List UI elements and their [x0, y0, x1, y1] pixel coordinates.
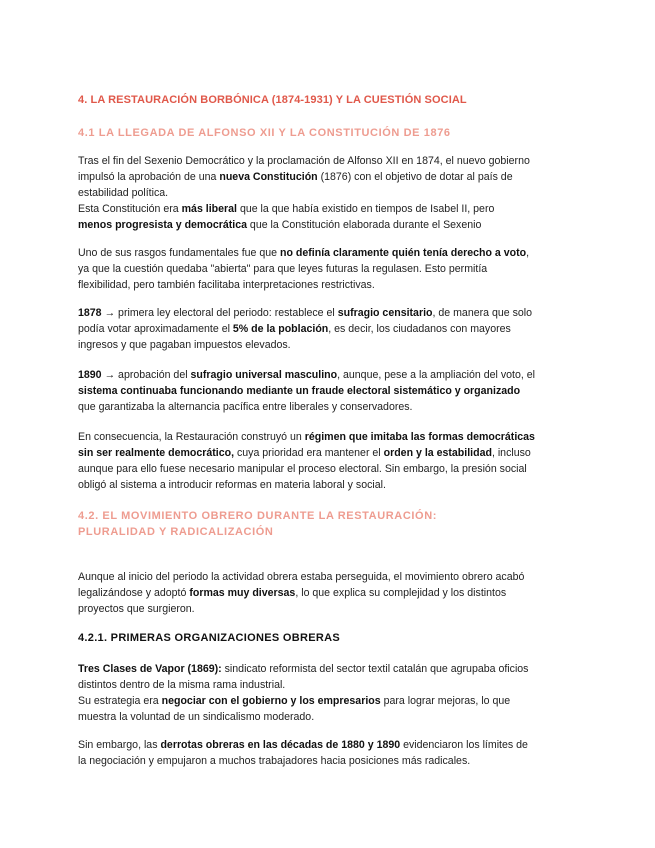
text-run: cuya prioridad era mantener el: [234, 447, 384, 459]
text-run: , es decir, los ciudadanos con mayores: [328, 323, 511, 335]
text-run: Su estrategia era: [78, 695, 162, 707]
paragraph-tres-clases: [78, 661, 588, 725]
bold-text: negociar con el gobierno y los empresarios: [161, 695, 381, 707]
text-run: , aunque, pese a la ampliación del voto, el: [337, 369, 535, 381]
text-line: [78, 245, 588, 261]
text-run: Uno de sus rasgos fundamentales fue que: [78, 247, 281, 259]
bold-text: menos progresista y democrática: [78, 219, 247, 231]
heading-4-2: 4.2. EL MOVIMIENTO OBRERO DURANTE LA RESTAURACIÓN: PLURALIDAD Y RADICALIZACIÓN: [78, 510, 438, 538]
text-line: [78, 305, 588, 321]
text-run: estabilidad política.: [78, 187, 169, 199]
text-line: [78, 337, 588, 353]
bold-text: sufragio universal masculino: [190, 369, 338, 381]
text-run: → primera ley electoral del periodo: restablece el: [101, 307, 338, 319]
text-line: [78, 277, 588, 293]
text-run: , incluso: [491, 447, 531, 459]
text-run: ,: [526, 247, 530, 259]
text-line: [78, 693, 588, 709]
bold-text: nueva Constitución: [219, 171, 318, 183]
text-line: [78, 169, 588, 185]
text-run: Sin embargo, las: [78, 739, 161, 751]
paragraph-derecho-voto: [78, 245, 588, 293]
bold-text: sistema continuaba funcionando mediante un fraude electoral sistemático y organizado: [78, 385, 521, 397]
text-line: [78, 709, 588, 725]
bold-text: no definía claramente quién tenía derecho a voto: [280, 247, 527, 259]
text-run: obligó al sistema a introducir reformas en materia laboral y social.: [78, 479, 386, 491]
text-run: evidenciaron los límites de: [400, 739, 528, 751]
text-run: podía votar aproximadamente el: [78, 323, 233, 335]
text-run: Aunque al inicio del periodo la actividad obrera estaba perseguida, el movimiento obrero acabó: [78, 571, 525, 583]
text-run: que la Constitución elaborada durante el Sexenio: [246, 219, 482, 231]
text-run: Esta Constitución era: [78, 203, 182, 215]
text-run: para lograr mejoras, lo que: [380, 695, 511, 707]
bold-text: Tres Clases de Vapor (1869):: [78, 663, 222, 675]
bold-text: sufragio censitario: [337, 307, 433, 319]
bold-text: orden y la estabilidad: [383, 447, 492, 459]
text-run: proyectos que surgieron.: [78, 603, 195, 615]
text-line: [78, 399, 588, 415]
text-run: la negociación y empujaron a muchos trabajadores hacia posiciones más radicales.: [78, 755, 471, 767]
text-run: distintos dentro de la misma rama industrial.: [78, 679, 286, 691]
text-line: [78, 185, 588, 201]
text-line: [78, 461, 588, 477]
text-line: [78, 367, 588, 383]
paragraph-derrotas: [78, 737, 588, 769]
heading-main: 4. LA RESTAURACIÓN BORBÓNICA (1874-1931) Y LA CUESTIÓN SOCIAL: [78, 94, 467, 106]
text-line: [78, 569, 588, 585]
text-run: que la que había existido en tiempos de Isabel II, pero: [237, 203, 495, 215]
text-run: , de manera que solo: [432, 307, 533, 319]
text-line: [78, 677, 588, 693]
text-line: [78, 661, 588, 677]
text-run: ya que la cuestión quedaba "abierta" para que leyes futuras la regulasen. Esto permitía: [78, 263, 488, 275]
text-line: [78, 153, 588, 169]
text-run: En consecuencia, la Restauración construyó un: [78, 431, 305, 443]
paragraph-1878: [78, 305, 588, 353]
paragraph-1890: [78, 367, 588, 415]
text-line: [78, 383, 588, 399]
text-line: [78, 445, 588, 461]
bold-text: formas muy diversas: [189, 587, 296, 599]
text-run: sindicato reformista del sector textil catalán que agrupaba oficios: [221, 663, 529, 675]
text-run: muestra la voluntad de un sindicalismo moderado.: [78, 711, 315, 723]
paragraph-sexenio: [78, 153, 588, 233]
text-run: Tras el fin del Sexenio Democrático y la proclamación de Alfonso XII en 1874, el nuevo gobierno: [78, 155, 530, 167]
text-line: [78, 261, 588, 277]
text-line: [78, 477, 588, 493]
heading-4-1: 4.1 LA LLEGADA DE ALFONSO XII Y LA CONSTITUCIÓN DE 1876: [78, 127, 451, 139]
text-line: [78, 585, 588, 601]
text-line: [78, 321, 588, 337]
text-run: → aprobación del: [101, 369, 191, 381]
text-line: [78, 737, 588, 753]
text-line: [78, 753, 588, 769]
bold-text: derrotas obreras en las décadas de 1880 y 1890: [160, 739, 401, 751]
text-run: (1876) con el objetivo de dotar al país de: [317, 171, 513, 183]
text-run: impulsó la aprobación de una: [78, 171, 220, 183]
bold-text: sin ser realmente democrático,: [78, 447, 235, 459]
text-run: ingresos y que pagaban impuestos elevados.: [78, 339, 291, 351]
text-line: [78, 217, 588, 233]
heading-4-2-1: 4.2.1. PRIMERAS ORGANIZACIONES OBRERAS: [78, 632, 340, 644]
bold-text: 5% de la población: [232, 323, 329, 335]
bold-text: 1878: [78, 307, 102, 319]
text-line: [78, 601, 588, 617]
text-run: que garantizaba la alternancia pacífica entre liberales y conservadores.: [78, 401, 413, 413]
text-line: [78, 429, 588, 445]
paragraph-consecuencia: [78, 429, 588, 493]
text-line: [78, 201, 588, 217]
text-run: legalizándose y adoptó: [78, 587, 190, 599]
text-run: flexibilidad, pero también facilitaba interpretaciones restrictivas.: [78, 279, 375, 291]
bold-text: 1890: [78, 369, 102, 381]
text-run: , lo que explica su complejidad y los distintos: [295, 587, 507, 599]
bold-text: régimen que imitaba las formas democráticas: [304, 431, 535, 443]
paragraph-movimiento-obrero: [78, 569, 588, 617]
bold-text: más liberal: [181, 203, 237, 215]
text-run: aunque para ello fuese necesario manipular el proceso electoral. Sin embargo, la presión social: [78, 463, 527, 475]
